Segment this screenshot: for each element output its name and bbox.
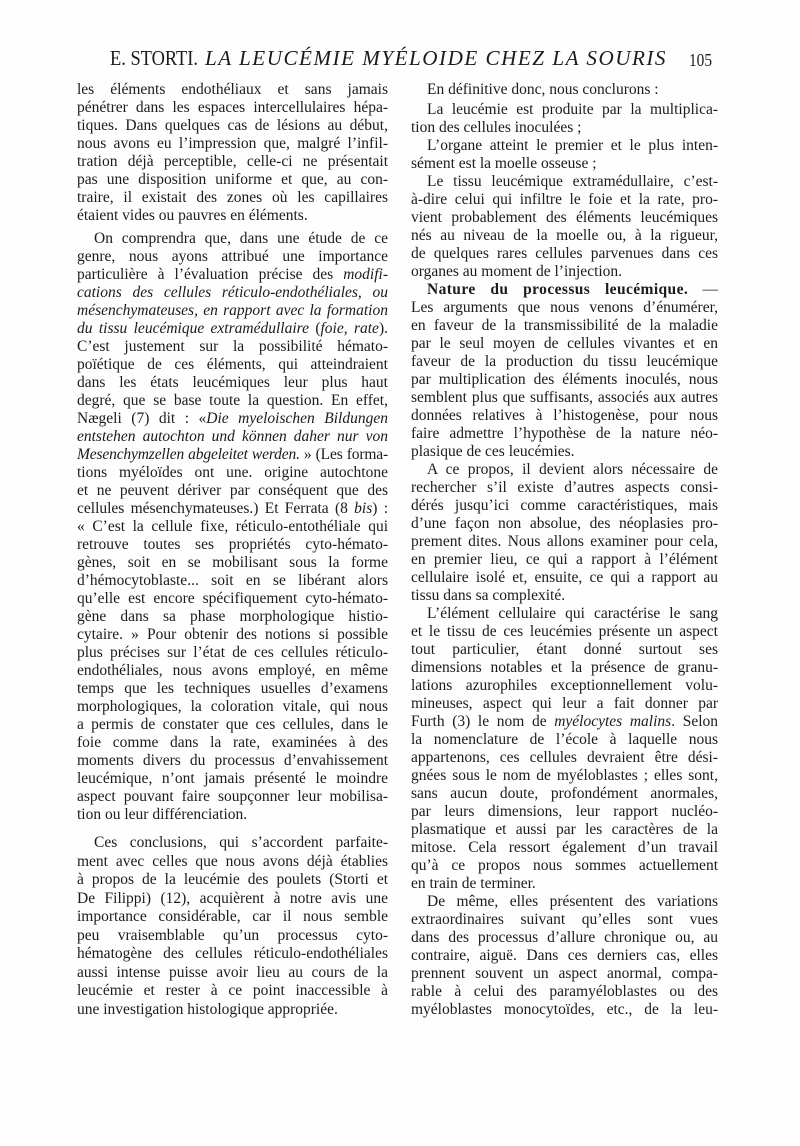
text-line: tion des cellules inoculées ; bbox=[411, 119, 582, 136]
text-line: endothéliales, nous avons employé, en même bbox=[77, 662, 388, 679]
text-segment: . Selon bbox=[671, 713, 719, 730]
paragraph bbox=[411, 605, 718, 893]
text-line: tiques. Dans quelques cas de lésions au début, bbox=[77, 117, 388, 134]
text-line bbox=[77, 266, 388, 284]
text-line bbox=[77, 500, 388, 518]
text-segment: particulière à l’évaluation précise des bbox=[77, 266, 344, 283]
text-line: degré, que se base toute la question. En effet, bbox=[77, 392, 388, 409]
italic-text: entstehen autochton und können daher nur von bbox=[77, 428, 388, 445]
text-line: A ce propos, il devient alors nécessaire de bbox=[427, 461, 718, 478]
text-line: De même, elles présentent des variations bbox=[427, 893, 718, 910]
text-line: plasique de ces leucémies. bbox=[411, 443, 575, 460]
text-segment: » (Les forma- bbox=[299, 446, 388, 463]
italic-text: Die myeloischen Bildungen bbox=[206, 410, 388, 427]
running-head-author bbox=[110, 45, 198, 71]
text-line: gène dans sa phase morphologique histio- bbox=[77, 608, 388, 625]
text-line: sans aucun doute, profondément anormales, bbox=[411, 785, 718, 802]
text-line: Ces conclusions, qui s’accordent parfaite- bbox=[94, 834, 388, 851]
text-line bbox=[77, 320, 388, 338]
italic-text: bis bbox=[354, 500, 373, 517]
text-line: rechercher s’il existe d’autres aspects consi- bbox=[411, 479, 718, 496]
text-line: étaient vides ou pauvres en éléments. bbox=[77, 207, 308, 224]
paragraph bbox=[411, 893, 718, 1019]
text-segment: — bbox=[688, 281, 718, 298]
italic-text: Mesenchymzellen abgeleitet werden. bbox=[77, 446, 300, 463]
text-line: gènes, soit en se mobilisant sous la forme bbox=[77, 554, 388, 571]
text-segment: cellules mésenchymateuses.) Et Ferrata (8 bbox=[77, 500, 355, 517]
text-line: faveur de la production du tissu leucémique bbox=[411, 353, 718, 370]
text-line: mineuses, aspect qui leur a fait donner par bbox=[411, 695, 718, 712]
left-column bbox=[77, 81, 388, 1019]
text-line: genre, nous ayons attribué une importance bbox=[77, 248, 388, 265]
text-line: tion ou leur différenciation. bbox=[77, 806, 248, 823]
text-line: foie comme dans la rate, examinées à des bbox=[77, 734, 388, 751]
text-line: rable à celui des paramyéloblastes ou des bbox=[411, 983, 718, 1000]
text-line: cellulaire isolé et, ensuite, ce qui a rapport au bbox=[411, 569, 718, 586]
text-line: par multiplication des éléments inoculés, nous bbox=[411, 371, 718, 388]
text-segment: ) : bbox=[372, 500, 388, 517]
text-line: d’une façon non absolue, des néoplasies pro- bbox=[411, 515, 718, 532]
text-line: plasmatique et aussi par les caractères de la bbox=[411, 821, 718, 838]
text-line: les éléments endothéliaux et sans jamais bbox=[77, 81, 388, 98]
text-segment: Nægeli (7) dit : « bbox=[77, 410, 207, 427]
text-line bbox=[411, 713, 718, 731]
text-line: plus précises sur l’état de ces cellules réticulo- bbox=[77, 644, 388, 661]
text-line: nous avons eu l’impression que, malgré l’infil- bbox=[77, 135, 388, 152]
text-line: prennent souvent un aspect anormal, compa- bbox=[411, 965, 718, 982]
text-line: En définitive donc, nous conclurons : bbox=[427, 81, 659, 98]
text-line: mitose. Cela ressort également d’un travail bbox=[411, 839, 718, 856]
text-line: sément est la moelle osseuse ; bbox=[411, 155, 597, 172]
text-line: une investigation histologique appropriée. bbox=[77, 1000, 338, 1018]
text-line: a permis de constater que ces cellules, dans le bbox=[77, 716, 388, 733]
text-line: la nomenclature de l’école à laquelle nous bbox=[411, 731, 718, 748]
text-line: appartenons, ces cellules devraient être dési- bbox=[411, 749, 718, 766]
text-line: à-dire celui qui infiltre le foie et la rate, pro- bbox=[411, 191, 718, 208]
text-line: données relatives à l’histogenèse, pour nous bbox=[411, 407, 718, 424]
text-line: gnées sous le nom de myéloblastes ; elles sont, bbox=[411, 767, 718, 784]
text-line: ment avec celles que nous avons déjà établies bbox=[77, 852, 388, 870]
page-number-text: 105 bbox=[689, 50, 713, 70]
text-line: dans les états leucémiques leur plus haut bbox=[77, 374, 388, 391]
text-line: Les arguments que nous venons d’énumérer, bbox=[411, 299, 718, 316]
text-segment: ). bbox=[378, 320, 388, 337]
text-line: dérés jusqu’ici comme caractéristiques, mais bbox=[411, 497, 718, 514]
paragraph bbox=[77, 834, 388, 1019]
text-line: par leurs dimensions, leur rapport nucléo- bbox=[411, 803, 718, 820]
paragraph bbox=[411, 101, 718, 137]
text-line: faire admettre l’hypothèse de la nature néo- bbox=[411, 425, 718, 442]
text-line: à propos de la leucémie des poulets (Storti et bbox=[77, 871, 388, 888]
paragraph bbox=[77, 230, 388, 824]
text-line: leucémique, n’ont jamais présenté le moindre bbox=[77, 770, 388, 787]
text-line: aussi intense puisse avoir lieu au cours de la bbox=[77, 963, 388, 981]
bold-heading: Nature du processus leucémique. bbox=[427, 281, 689, 298]
text-line: et ne peuvent dériver par conséquent que des bbox=[77, 482, 388, 499]
text-line: On comprendra que, dans une étude de ce bbox=[94, 230, 388, 247]
italic-text: foie, rate bbox=[320, 320, 379, 337]
text-line: de quelques rares cellules parvenues dans ces bbox=[411, 245, 718, 262]
running-head-title bbox=[205, 45, 667, 71]
text-line: nés au niveau de la moelle ou, à la rigueur, bbox=[411, 227, 718, 244]
text-line: poïétique de ces éléments, qui atteindraient bbox=[77, 356, 388, 373]
text-line bbox=[77, 446, 388, 464]
text-line: extraordinaires suivant qu’elles sont vues bbox=[411, 911, 718, 928]
text-segment: Furth (3) le nom de bbox=[411, 713, 555, 730]
text-line: hématogène des cellules réticulo-endothéliales bbox=[77, 945, 388, 962]
text-segment: ( bbox=[308, 320, 321, 337]
italic-text: myélocytes malins bbox=[554, 713, 672, 730]
text-line: tration déjà perceptible, celle-ci ne présentait bbox=[77, 153, 388, 170]
text-line bbox=[411, 281, 718, 299]
text-line: en faveur de la transmissibilité de la maladie bbox=[411, 317, 718, 334]
page-number bbox=[689, 47, 712, 73]
text-line: qu’elle est encore spécifiquement cyto-hémato- bbox=[77, 590, 388, 607]
text-line: morphologiques, la coloration vitale, qui nous bbox=[77, 698, 388, 715]
text-line: dans des processus d’allure chronique ou, au bbox=[411, 929, 718, 946]
text-line: cytaire. » Pour obtenir des notions si possible bbox=[77, 626, 388, 643]
text-line: et le tissu de ces leucémies présente un aspect bbox=[411, 623, 718, 640]
text-line bbox=[77, 410, 388, 428]
text-line: La leucémie est produite par la multiplica- bbox=[427, 101, 718, 118]
text-line bbox=[77, 428, 388, 446]
paragraph bbox=[77, 81, 388, 225]
text-line: De Filippi) (12), acquièrent à notre avis une bbox=[77, 889, 388, 907]
text-line: Le tissu leucémique extramédullaire, c’est- bbox=[427, 173, 718, 190]
right-column bbox=[411, 81, 718, 1019]
paragraph bbox=[411, 137, 718, 173]
italic-text: mésenchymateuses, en rapport avec la formation bbox=[77, 302, 388, 319]
text-line: moments divers du processus d’envahissement bbox=[77, 752, 388, 769]
text-line: pénétrer dans les espaces intercellulaires hépa- bbox=[77, 99, 388, 116]
italic-text: cations des cellules réticulo-endothéliales, ou bbox=[77, 284, 388, 301]
paragraph bbox=[411, 173, 718, 281]
text-line: en train de terminer. bbox=[411, 875, 536, 892]
text-line: L’élément cellulaire qui caractérise le sang bbox=[427, 605, 718, 622]
article-title: LA LEUCÉMIE MYÉLOIDE CHEZ LA SOURIS bbox=[205, 46, 667, 70]
text-line: L’organe atteint le premier et le plus inten- bbox=[427, 137, 718, 154]
text-line: dimensions notables et la présence de granu- bbox=[411, 659, 718, 676]
text-line: traire, il existait des zones où les capillaires bbox=[77, 189, 388, 206]
text-line: temps que les techniques usuelles d’examens bbox=[77, 680, 388, 697]
text-line: tissu dans sa complexité. bbox=[411, 587, 566, 604]
text-line: tions myéloïdes ont une. origine autochtone bbox=[77, 464, 388, 481]
text-line: semblent plus que suffisants, associés aux autres bbox=[411, 389, 718, 406]
text-line: « C’est la cellule fixe, réticulo-entothéliale qui bbox=[77, 518, 388, 535]
text-line: d’hémocytoblaste... soit en se libérant alors bbox=[77, 572, 388, 589]
text-line: lations azurophiles exceptionnellement volu- bbox=[411, 677, 718, 694]
text-line: contraire, aiguë. Dans ces derniers cas, elles bbox=[411, 947, 718, 964]
text-line: leucémie et rester à ce point inaccessible à bbox=[77, 982, 388, 999]
text-line: pas une disposition uniforme et que, au con- bbox=[77, 171, 388, 188]
text-line bbox=[77, 302, 388, 320]
paragraph bbox=[411, 461, 718, 605]
text-line: C’est justement sur la possibilité hémato- bbox=[77, 338, 388, 355]
paragraph bbox=[411, 281, 718, 461]
author-name: E. STORTI. bbox=[110, 46, 199, 70]
text-line: par le seul moyen de cellules vivantes et en bbox=[411, 335, 718, 352]
text-line: vient probablement des éléments leucémiques bbox=[411, 209, 718, 226]
italic-text: modifi- bbox=[343, 266, 388, 283]
text-line: qu’à ce propos nous sommes actuellement bbox=[411, 857, 718, 874]
text-line: en premier lieu, ce qui a rapport à l’élément bbox=[411, 551, 718, 568]
text-line: myéloblastes monocytoïdes, etc., de la leu- bbox=[411, 1001, 718, 1018]
text-line: prement dites. Nous allons examiner pour cela, bbox=[411, 533, 718, 550]
text-line: importance considérable, car il nous semble bbox=[77, 908, 388, 925]
paragraph bbox=[411, 81, 718, 99]
text-line: aspect pouvant faire soupçonner leur mobilisa- bbox=[77, 788, 388, 805]
italic-text: du tissu leucémique extramédullaire bbox=[77, 320, 309, 337]
text-line: peu vraisemblable qu’un processus cyto- bbox=[77, 926, 388, 944]
text-line: tout particulier, étant donné surtout ses bbox=[411, 641, 718, 658]
text-line: organes au moment de l’injection. bbox=[411, 263, 623, 280]
text-line: retrouve toutes ses propriétés cyto-hémato- bbox=[77, 536, 388, 553]
text-line bbox=[77, 284, 388, 302]
